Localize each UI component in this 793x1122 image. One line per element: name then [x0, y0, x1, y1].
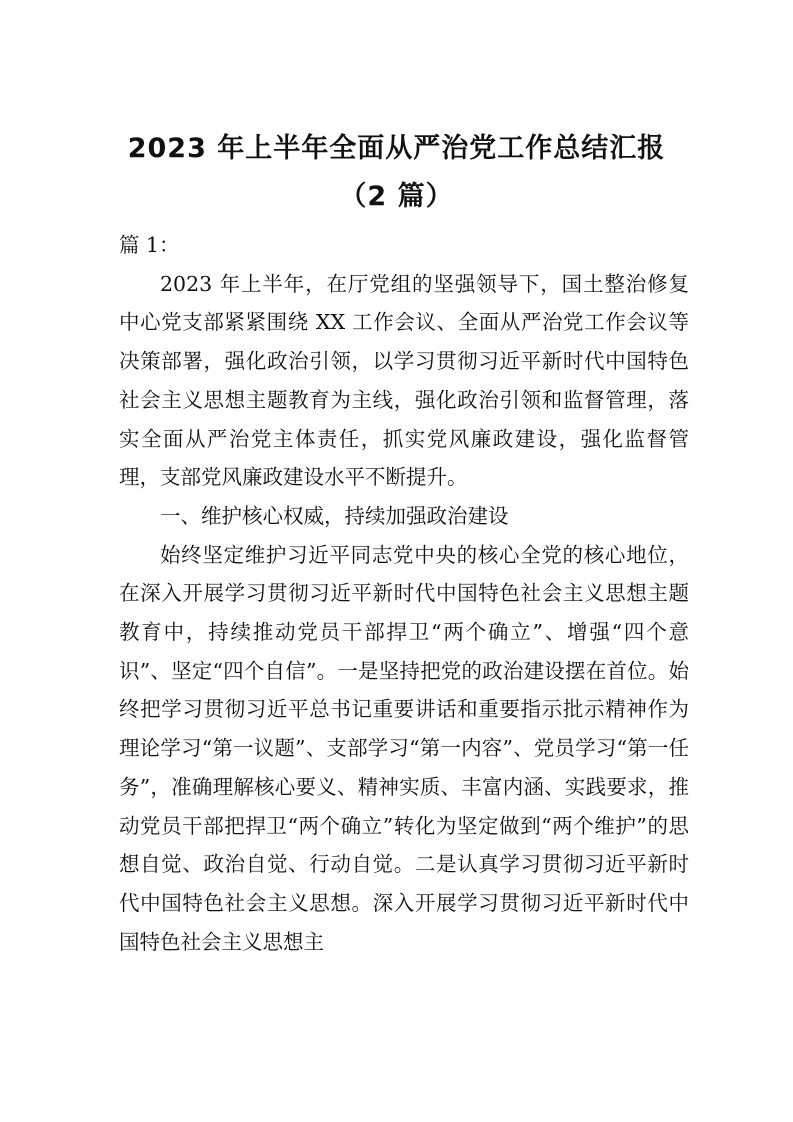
document-title: 2023 年上半年全面从严治党工作总结汇报 — [127, 133, 666, 164]
document-subtitle: （2 篇） — [339, 181, 454, 212]
paragraph-body: 始终坚定维护习近平同志党中央的核心全党的核心地位，在深入开展学习贯彻习近平新时代中国特色社会主义思想主题教育中，持续推动党员干部捍卫“两个确立”、增强“四个意识”、坚定“四个自信”。一是坚持把党的政治建设摆在首位。始终把学习贯彻习近平总书记重要讲话和重要指示批示精神作为理论学习“第一议题”、支部学习“第一内容”、党员学习“第一任务”，准确理解核心要义、精神实质、丰富内涵、实践要求，推动党员干部把捍卫“两个确立”转化为坚定做到“两个维护”的思想自觉、政治自觉、行动自觉。二是认真学习贯彻习近平新时代中国特色社会主义思想。深入开展学习贯彻习近平新时代中国特色社会主义思想主 — [119, 542, 689, 954]
document-body — [119, 226, 689, 961]
section-label: 篇 1： — [119, 233, 180, 257]
section-heading: 一、维护核心权威，持续加强政治建设 — [160, 503, 509, 528]
paragraph-intro: 2023 年上半年，在厅党组的坚强领导下，国土整治修复中心党支部紧紧围绕 XX 工作会议、全面从严治党工作会议等决策部署，强化政治引领，以学习贯彻习近平新时代中国特色社会主义思想主题教育为主线，强化政治引领和监督管理，落实全面从严治党主体责任，抓实党风廉政建设，强化监督管理，支部党风廉政建设水平不断提升。 — [119, 271, 689, 490]
